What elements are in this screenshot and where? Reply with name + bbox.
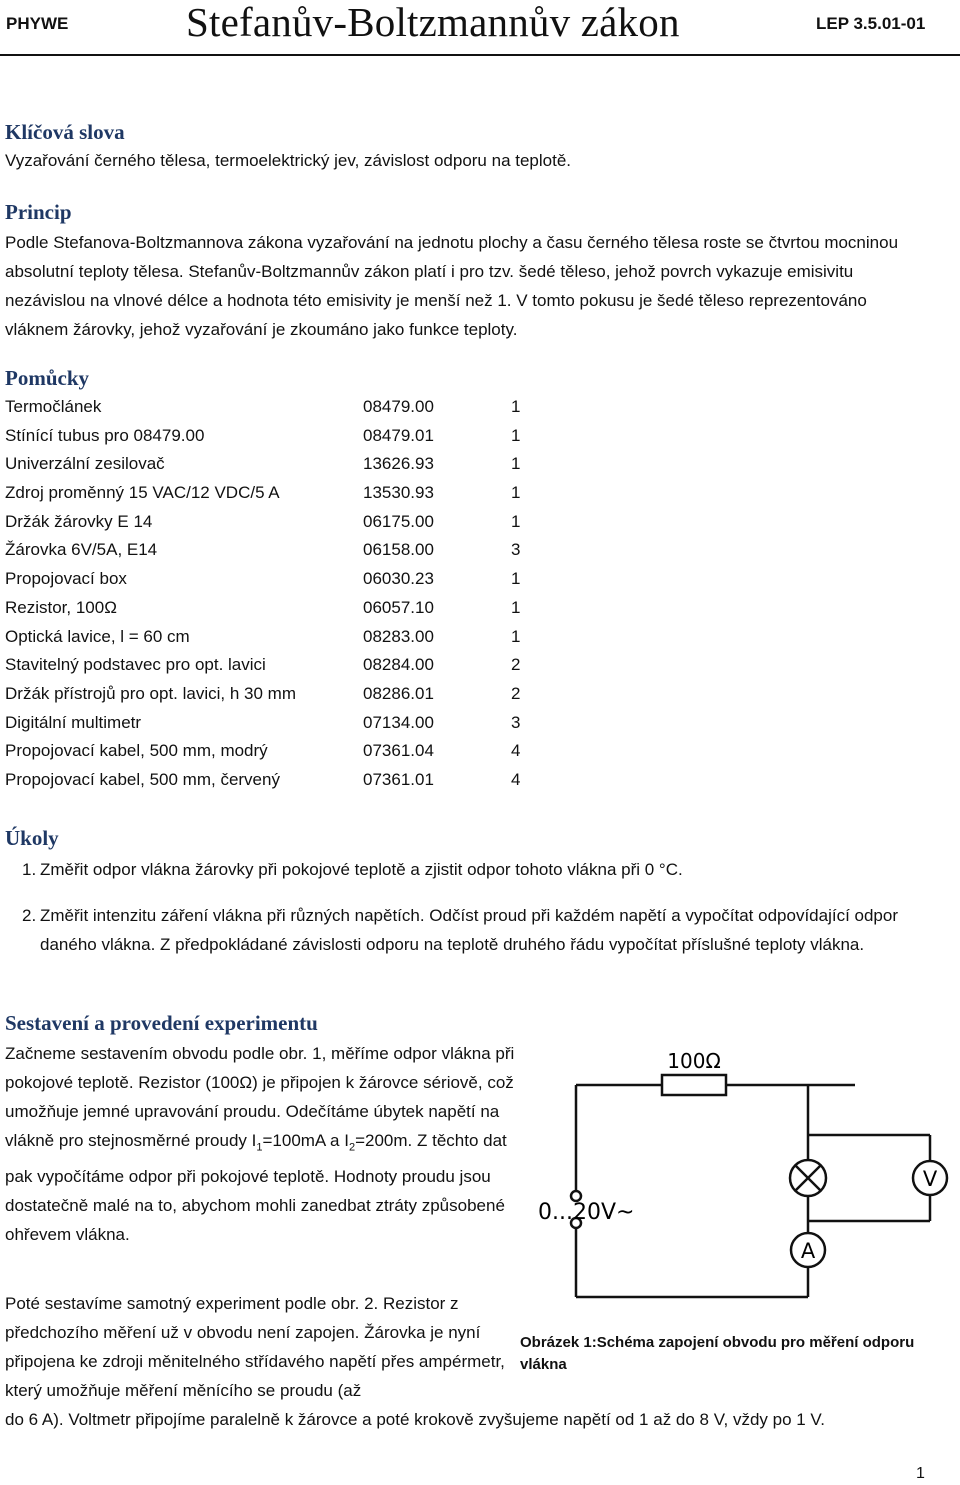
tasks-list [22,855,922,959]
table-row [5,479,565,508]
equipment-qty: 1 [511,626,521,646]
equipment-qty: 1 [511,511,521,531]
equipment-code: 07361.01 [363,769,434,789]
equipment-name: Termočlánek [5,397,102,416]
equipment-name: Optická lavice, l = 60 cm [5,626,190,646]
equipment-name: Stínící tubus pro 08479.00 [5,425,205,445]
document-title: Stefanův-Boltzmannův zákon [186,0,680,45]
header-rule [0,54,960,56]
equipment-name: Propojovací kabel, 500 mm, modrý [5,741,268,761]
table-row [5,737,565,766]
keywords-heading: Klíčová slova [5,120,125,144]
equipment-qty: 1 [511,397,521,416]
equipment-name: Držák přístrojů pro opt. lavici, h 30 mm [5,683,296,703]
setup-paragraph-1: Začneme sestavením obvodu podle obr. 1, měříme odpor vlákna při pokojové teplotě. Rezistor (100Ω) je připojen k žárovce sériově, což umožňuje jemné upravování proudu. Odečítáme úbytek napětí na vlákně pro stejnosměrné proudy $I_1=100mA$ a $I_2=200m$. Z těchto dat pak vypočítáme odpor při pokojové teplotě. Hodnoty proudu jsou dostatečně malé na to, abychom mohli zanedbat ztráty způsobené ohřevem vlákna. [5,1044,515,1245]
lamp-icon [790,1160,826,1196]
table-row [5,565,565,594]
equipment-qty: 2 [511,683,521,703]
setup-heading: Sestavení a provedení experimentu [5,1011,318,1035]
equipment-code: 08286.01 [363,683,434,703]
table-row [5,623,565,652]
page-header [0,0,960,52]
equipment-qty: 1 [511,569,521,589]
table-row [5,680,565,709]
table-row [5,393,565,422]
equipment-qty: 2 [511,655,521,675]
voltmeter-label: V [922,1167,938,1191]
equipment-name: Žárovka 6V/5A, E14 [5,540,158,560]
equipment-qty: 1 [511,425,521,445]
equipment-code: 08283.00 [363,626,434,646]
equipment-qty: 4 [511,769,521,789]
equipment-name: Digitální multimetr [5,712,142,732]
equipment-name: Stavitelný podstavec pro opt. lavici [5,655,266,675]
resistor-label: 100Ω [667,1049,721,1073]
equipment-qty: 1 [511,483,521,503]
tasks-heading: Úkoly [5,826,59,850]
table-row [5,709,565,738]
equipment-code: 06175.00 [363,511,434,531]
equipment-code: 07134.00 [363,712,434,732]
equipment-code: 13626.93 [363,454,434,474]
equipment-name: Univerzální zesilovač [5,454,165,474]
setup-paragraph-2-continued: do 6 A). Voltmetr připojíme paralelně k žárovce a poté krokově zvyšujeme napětí od 1 až do 8 V, vždy po 1 V. [5,1410,825,1429]
equipment-name: Propojovací kabel, 500 mm, červený [5,769,280,789]
table-row [5,450,565,479]
resistor-symbol [662,1075,726,1095]
equipment-qty: 1 [511,597,521,617]
table-row [5,594,565,623]
equipment-qty: 3 [511,712,521,732]
equipment-name: Propojovací box [5,569,127,589]
equipment-code: 08284.00 [363,655,434,675]
ammeter-label: A [800,1239,816,1263]
table-row [5,651,565,680]
equipment-code: 08479.00 [363,397,434,416]
equipment-name: Držák žárovky E 14 [5,511,153,531]
equipment-code: 06158.00 [363,540,434,560]
equipment-name: Rezistor, 100Ω [5,597,117,617]
task-text: Změřit intenzitu záření vlákna při různých napětích. Odčíst proud při každém napětí a vypočítat odpovídající odpor daného vlákna. Z předpokládané závislosti odporu na teplotě druhého řádu vypočítat příslušné teploty vlákna. [40,906,899,954]
task-text: Změřit odpor vlákna žárovky při pokojové teplotě a zjistit odpor tohoto vlákna při 0 °C. [40,860,683,879]
circuit-diagram [530,1045,950,1325]
task-number: 2. [22,906,37,925]
task-number: 1. [22,860,37,879]
equipment-heading: Pomůcky [5,366,89,390]
setup-paragraph-2: Poté sestavíme samotný experiment podle obr. 2. Rezistor z předchozího měření už v obvodu není zapojen. Žárovka je nyní připojena ke zdroji měnitelného střídavého napětí přes ampérmetr, který umožňuje měření měnícího se proudu (až [5,1294,505,1400]
figure-caption: Obrázek 1:Schéma zapojení obvodu pro měření odporu vlákna [520,1334,915,1373]
equipment-code: 07361.04 [363,741,434,761]
document-code: LEP 3.5.01-01 [816,14,926,33]
equipment-name: Zdroj proměnný 15 VAC/12 VDC/5 A [5,483,280,503]
table-row [5,422,565,451]
table-row [5,508,565,537]
equipment-qty: 4 [511,741,521,761]
list-item [22,901,922,959]
equipment-qty: 1 [511,454,521,474]
principle-heading: Princip [5,200,72,224]
table-row [5,766,565,795]
equipment-code: 06030.23 [363,569,434,589]
keywords-text: Vyzařování černého tělesa, termoelektrický jev, závislost odporu na teplotě. [5,151,572,170]
equipment-qty: 3 [511,540,521,560]
brand-name: PHYWE [6,14,69,33]
equipment-code: 08479.01 [363,425,434,445]
page-number: 1 [916,1465,925,1482]
table-row [5,536,565,565]
equipment-table [5,393,565,795]
equipment-code: 13530.93 [363,483,434,503]
equipment-code: 06057.10 [363,597,434,617]
source-label: 0...20V~ [538,1200,635,1225]
principle-text: Podle Stefanova-Boltzmannova zákona vyzařování na jednotu plochy a času černého tělesa roste se čtvrtou mocninou absolutní teploty tělesa. Stefanův-Boltzmannův zákon platí i pro tzv. šedé těleso, jehož povrch vykazuje emisivitu nezávislou na vlnové délce a hodnota této emisivity je menší než 1. V tomto pokusu je šedé těleso reprezentováno vláknem žárovky, jehož vyzařování je zkoumáno jako funkce teploty. [5,233,899,339]
list-item [22,855,922,884]
